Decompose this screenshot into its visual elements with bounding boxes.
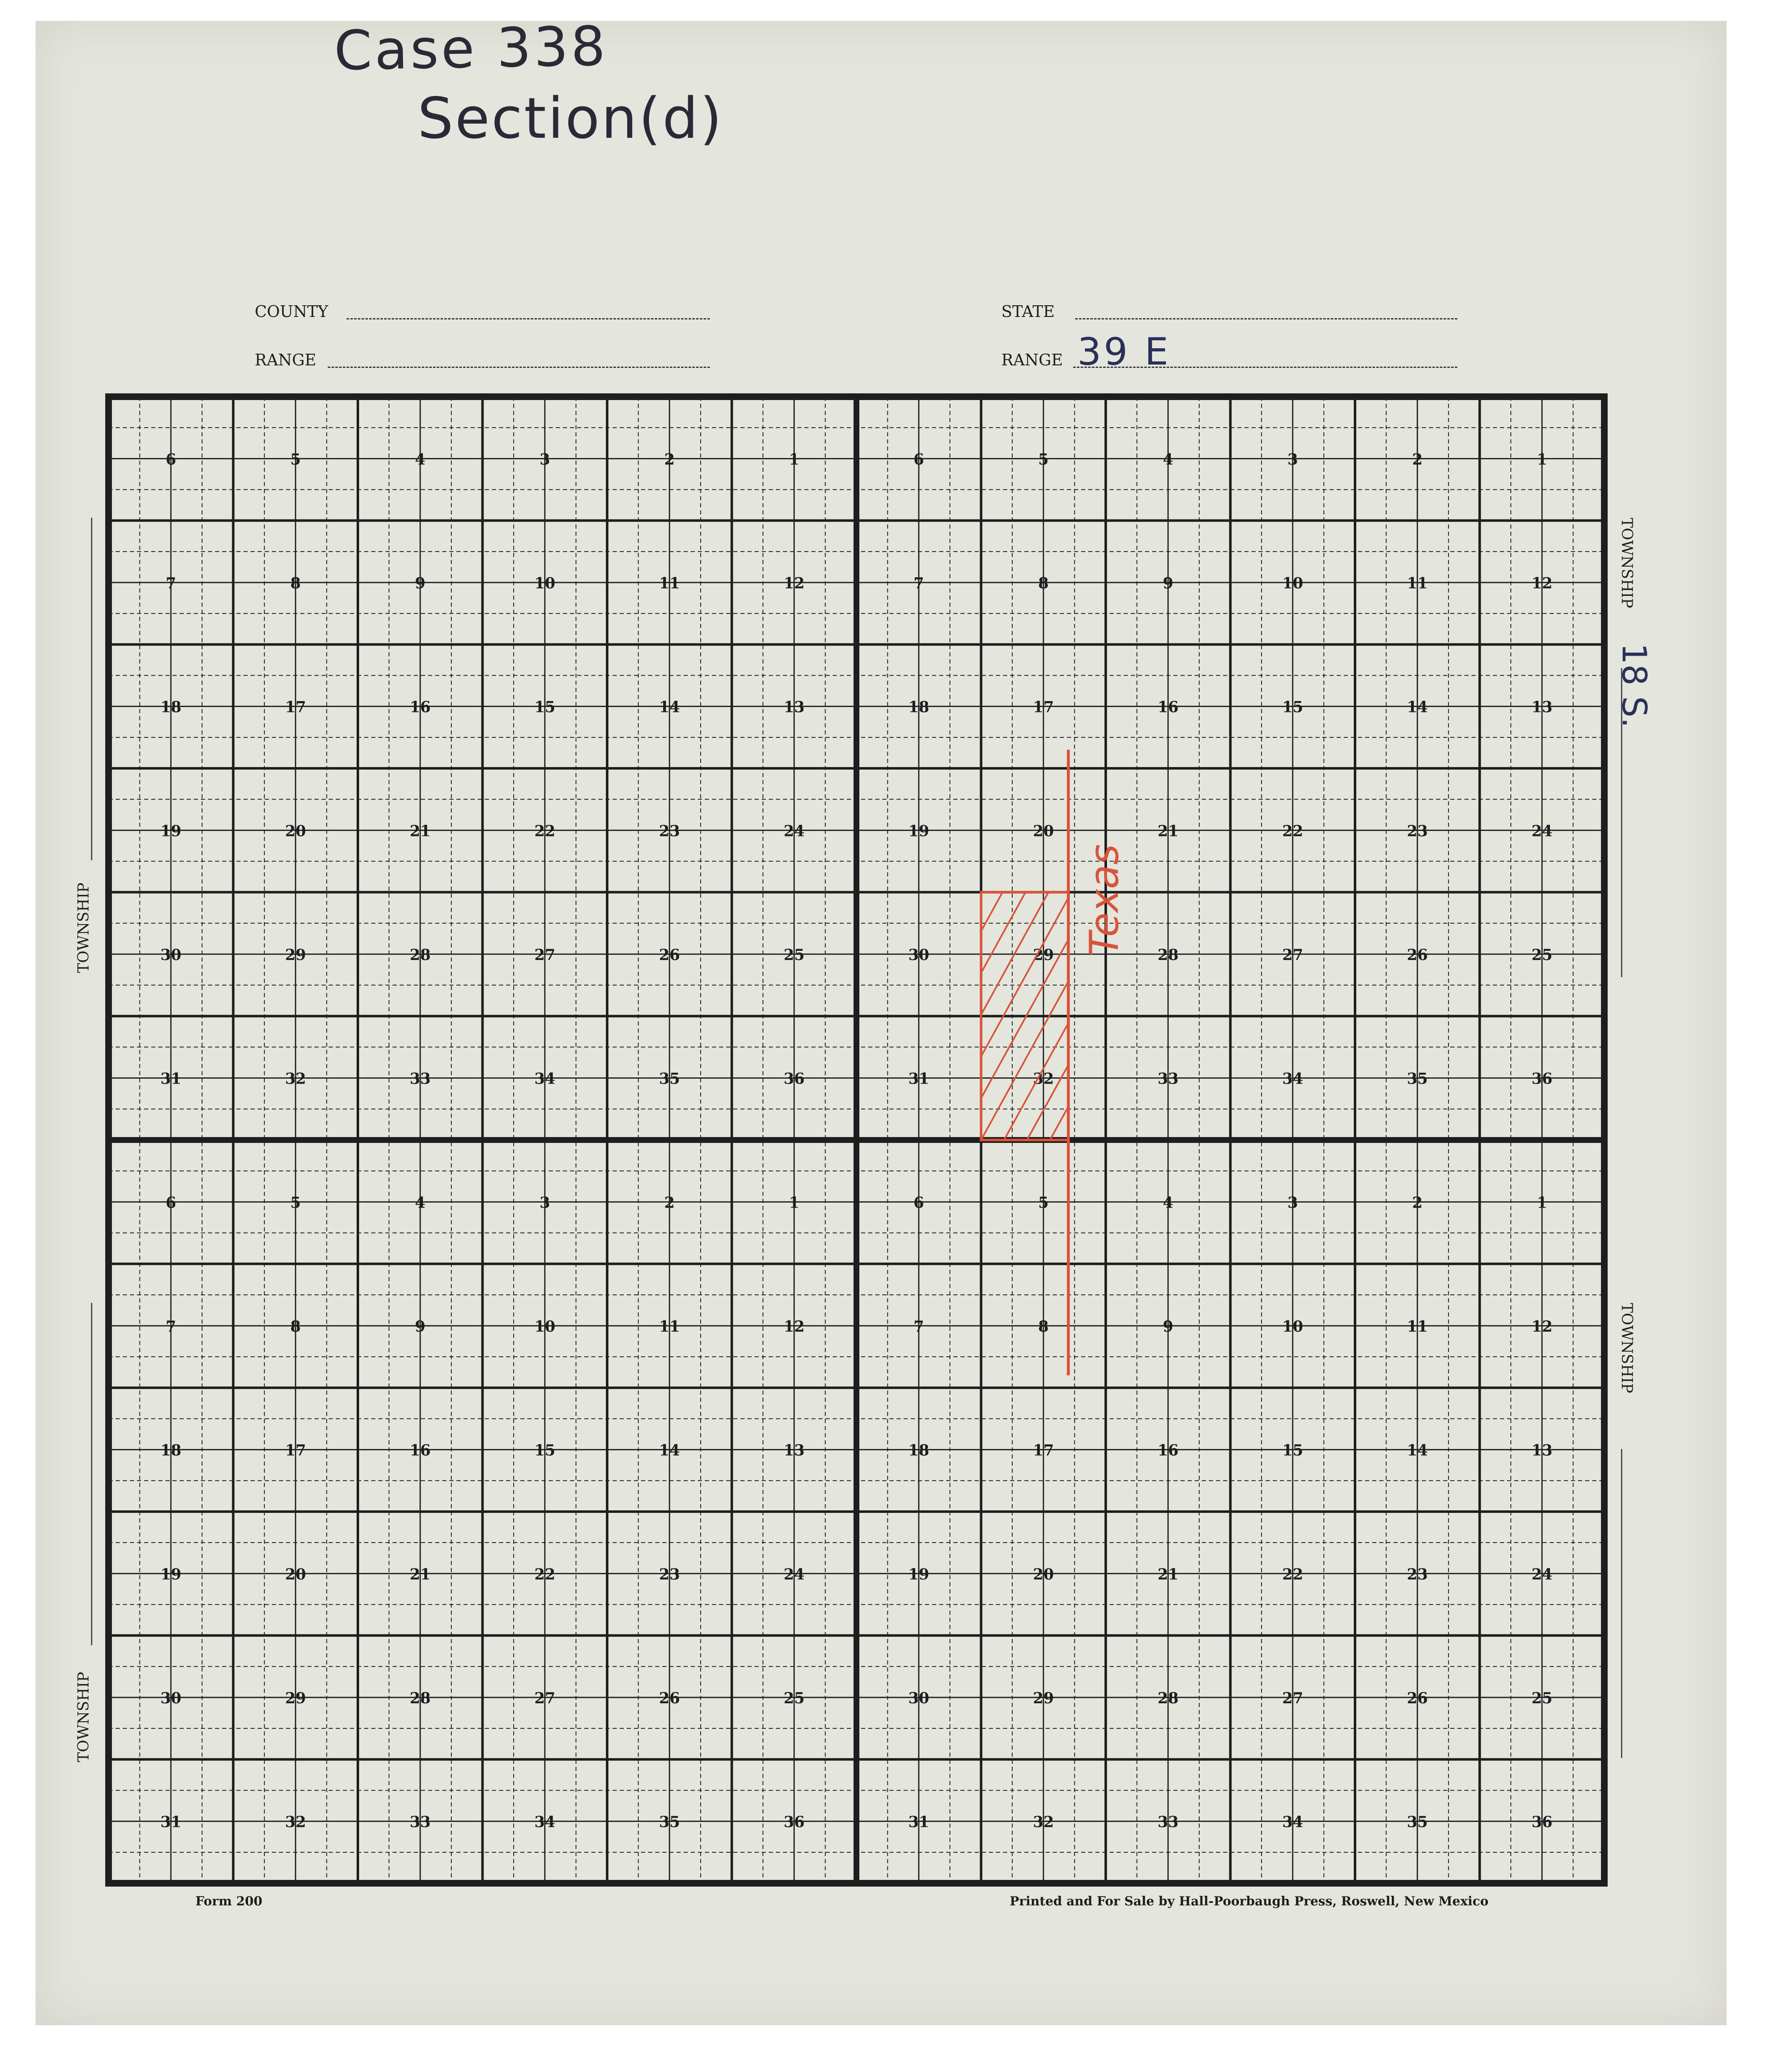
- section-number: 24: [1531, 822, 1553, 840]
- section-number: 32: [285, 1813, 306, 1831]
- section-number: 20: [285, 822, 306, 840]
- township-value-handwriting: 18 S.: [1615, 643, 1654, 728]
- section-number: 19: [908, 822, 930, 840]
- section-number: 22: [534, 822, 555, 840]
- section-number: 28: [410, 1690, 431, 1707]
- section-number: 20: [1033, 1565, 1054, 1583]
- section-number: 28: [1158, 1690, 1179, 1707]
- section-number: 33: [410, 1070, 431, 1088]
- section-number: 10: [1282, 575, 1303, 592]
- range-label-right: RANGE: [1001, 351, 1063, 369]
- state-label: STATE: [1001, 302, 1055, 321]
- section-number: 29: [1033, 1690, 1054, 1707]
- section-number: 13: [783, 698, 805, 716]
- section-number: 23: [659, 822, 680, 840]
- section-number: 36: [1531, 1070, 1553, 1088]
- township-label-right-lower: TOWNSHIP: [1618, 1303, 1635, 1393]
- section-number: 4: [415, 451, 426, 469]
- section-number: 15: [1282, 698, 1303, 716]
- section-number: 16: [1158, 698, 1179, 716]
- township-label-left-upper: TOWNSHIP: [75, 882, 92, 973]
- section-number: 22: [1282, 822, 1303, 840]
- section-number: 34: [534, 1813, 555, 1831]
- section-number: 13: [1531, 1441, 1553, 1459]
- section-number: 35: [659, 1813, 680, 1831]
- section-number: 31: [160, 1070, 182, 1088]
- section-number: 17: [1033, 698, 1054, 716]
- section-number: 9: [1163, 575, 1173, 592]
- section-number: 4: [1163, 451, 1173, 469]
- section-number: 15: [1282, 1441, 1303, 1459]
- section-number: 8: [290, 575, 301, 592]
- texas-state-line-label: Texas: [1082, 844, 1127, 956]
- section-number: 24: [783, 822, 805, 840]
- section-number: 3: [540, 451, 550, 469]
- section-number: 34: [1282, 1070, 1303, 1088]
- section-number: 30: [908, 1690, 930, 1707]
- section-number: 12: [783, 575, 805, 592]
- section-number: 19: [160, 1565, 182, 1583]
- section-number: 23: [1407, 1565, 1428, 1583]
- township-label-left-lower: TOWNSHIP: [75, 1672, 92, 1762]
- section-number: 17: [285, 1441, 306, 1459]
- section-number: 26: [1407, 946, 1428, 964]
- section-number: 1: [789, 1194, 800, 1212]
- section-number: 25: [783, 1690, 805, 1707]
- section-number: 31: [908, 1813, 930, 1831]
- section-number: 30: [160, 1690, 182, 1707]
- section-number: 6: [913, 451, 924, 469]
- section-number: 3: [540, 1194, 550, 1212]
- section-number: 22: [1282, 1565, 1303, 1583]
- section-number: 15: [534, 698, 555, 716]
- section-number: 21: [1158, 1565, 1179, 1583]
- section-number: 2: [664, 451, 675, 469]
- section-number: 9: [415, 575, 426, 592]
- section-number: 5: [290, 1194, 301, 1212]
- section-number: 9: [415, 1318, 426, 1335]
- section-number: 19: [160, 822, 182, 840]
- section-number: 5: [290, 451, 301, 469]
- range-value-handwriting: 39 E: [1077, 330, 1171, 374]
- section-number: 1: [1537, 451, 1548, 469]
- section-number: 27: [1282, 946, 1303, 964]
- section-number: 12: [1531, 1318, 1553, 1335]
- section-number: 31: [160, 1813, 182, 1831]
- section-number: 12: [1531, 575, 1553, 592]
- section-number: 29: [285, 1690, 306, 1707]
- section-number: 21: [410, 1565, 431, 1583]
- section-number: 4: [1163, 1194, 1173, 1212]
- section-number: 36: [1531, 1813, 1553, 1831]
- section-number: 3: [1287, 451, 1298, 469]
- section-number: 35: [1407, 1813, 1428, 1831]
- section-number: 26: [659, 946, 680, 964]
- section-number: 6: [165, 1194, 176, 1212]
- section-number: 33: [1158, 1070, 1179, 1088]
- section-number: 20: [285, 1565, 306, 1583]
- section-number: 11: [659, 575, 680, 592]
- section-number: 14: [1407, 1441, 1428, 1459]
- section-number: 36: [783, 1070, 805, 1088]
- section-number: 1: [1537, 1194, 1548, 1212]
- section-number: 35: [659, 1070, 680, 1088]
- section-number: 22: [534, 1565, 555, 1583]
- section-number: 5: [1038, 1194, 1049, 1212]
- section-number: 10: [534, 575, 555, 592]
- section-number: 35: [1407, 1070, 1428, 1088]
- section-number: 16: [410, 1441, 431, 1459]
- form-number: Form 200: [195, 1894, 263, 1909]
- case-number-handwriting: Case 338: [333, 14, 608, 83]
- section-number: 4: [415, 1194, 426, 1212]
- section-number: 18: [160, 698, 182, 716]
- section-number: 10: [1282, 1318, 1303, 1335]
- section-number: 32: [285, 1070, 306, 1088]
- section-number: 28: [410, 946, 431, 964]
- section-number: 24: [783, 1565, 805, 1583]
- section-number: 8: [1038, 575, 1049, 592]
- section-number: 18: [160, 1441, 182, 1459]
- section-number: 30: [908, 946, 930, 964]
- range-label-left: RANGE: [255, 351, 317, 369]
- section-number: 16: [410, 698, 431, 716]
- section-number: 33: [1158, 1813, 1179, 1831]
- section-number: 27: [534, 1690, 555, 1707]
- section-number: 26: [1407, 1690, 1428, 1707]
- section-number: 17: [1033, 1441, 1054, 1459]
- section-number: 18: [908, 698, 930, 716]
- section-number: 2: [1412, 1194, 1423, 1212]
- section-handwriting: Section(d): [418, 86, 724, 151]
- section-number: 12: [783, 1318, 805, 1335]
- section-number: 26: [659, 1690, 680, 1707]
- section-number: 17: [285, 698, 306, 716]
- section-number: 5: [1038, 451, 1049, 469]
- section-number: 13: [783, 1441, 805, 1459]
- section-number: 29: [1033, 946, 1054, 964]
- section-number: 27: [534, 946, 555, 964]
- section-number: 15: [534, 1441, 555, 1459]
- section-number: 36: [783, 1813, 805, 1831]
- section-number: 7: [165, 575, 176, 592]
- section-number: 34: [534, 1070, 555, 1088]
- section-number: 14: [1407, 698, 1428, 716]
- section-number: 6: [913, 1194, 924, 1212]
- section-number: 2: [664, 1194, 675, 1212]
- section-number: 23: [659, 1565, 680, 1583]
- section-number: 25: [783, 946, 805, 964]
- section-number: 8: [290, 1318, 301, 1335]
- printer-credit: Printed and For Sale by Hall-Poorbaugh Press, Roswell, New Mexico: [1010, 1894, 1489, 1909]
- section-number: 28: [1158, 946, 1179, 964]
- section-number: 14: [659, 1441, 680, 1459]
- section-number: 21: [410, 822, 431, 840]
- section-number: 2: [1412, 451, 1423, 469]
- township-label-right-upper: TOWNSHIP: [1618, 518, 1635, 608]
- section-number: 11: [1407, 1318, 1428, 1335]
- section-number: 23: [1407, 822, 1428, 840]
- section-number: 21: [1158, 822, 1179, 840]
- section-number: 27: [1282, 1690, 1303, 1707]
- section-number: 13: [1531, 698, 1553, 716]
- section-number: 10: [534, 1318, 555, 1335]
- section-number: 11: [1407, 575, 1428, 592]
- county-label: COUNTY: [255, 302, 328, 321]
- section-number: 1: [789, 451, 800, 469]
- section-number: 32: [1033, 1813, 1054, 1831]
- section-number: 8: [1038, 1318, 1049, 1335]
- section-number: 14: [659, 698, 680, 716]
- section-number: 7: [913, 575, 924, 592]
- section-number: 34: [1282, 1813, 1303, 1831]
- section-number: 24: [1531, 1565, 1553, 1583]
- section-number: 9: [1163, 1318, 1173, 1335]
- section-number: 33: [410, 1813, 431, 1831]
- section-number: 31: [908, 1070, 930, 1088]
- section-number: 20: [1033, 822, 1054, 840]
- section-number: 11: [659, 1318, 680, 1335]
- section-number: 29: [285, 946, 306, 964]
- section-number: 3: [1287, 1194, 1298, 1212]
- section-number: 32: [1033, 1070, 1054, 1088]
- section-number: 7: [913, 1318, 924, 1335]
- section-number: 30: [160, 946, 182, 964]
- section-number: 25: [1531, 1690, 1553, 1707]
- section-number: 16: [1158, 1441, 1179, 1459]
- section-number: 7: [165, 1318, 176, 1335]
- section-number: 6: [165, 451, 176, 469]
- section-number: 18: [908, 1441, 930, 1459]
- section-number: 19: [908, 1565, 930, 1583]
- section-number: 25: [1531, 946, 1553, 964]
